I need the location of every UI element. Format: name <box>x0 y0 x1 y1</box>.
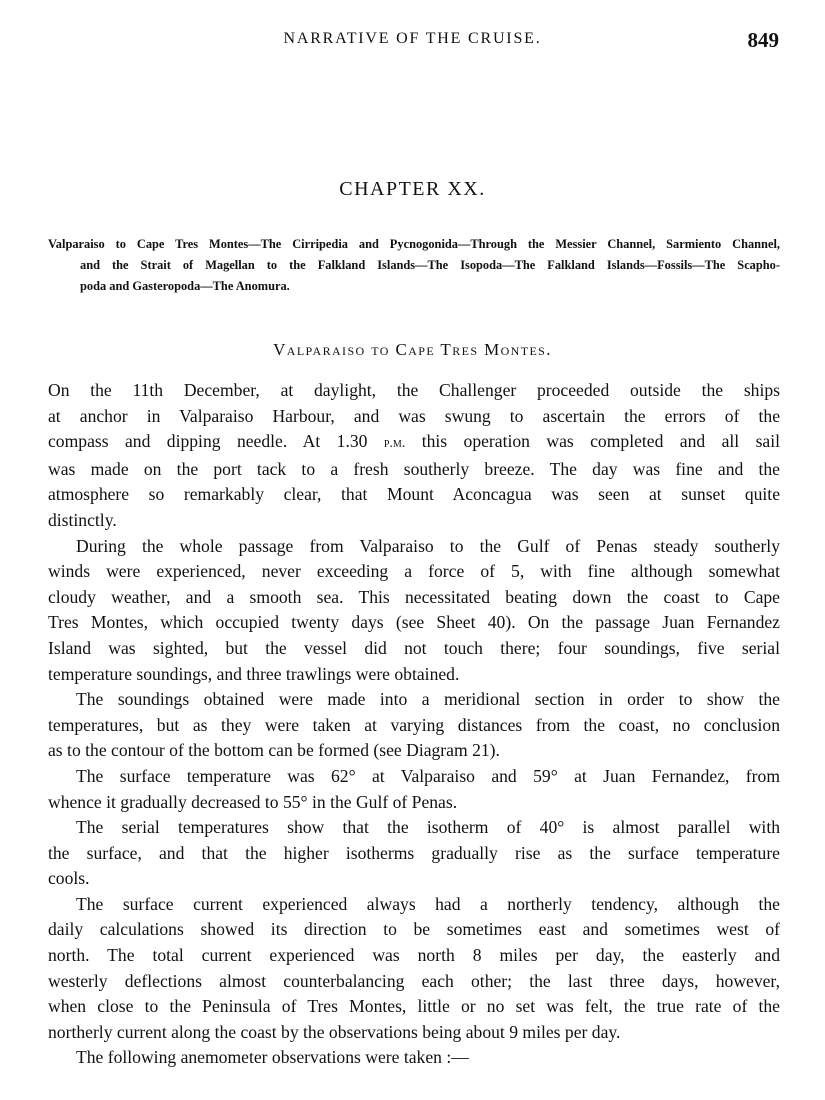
chapter-summary-line: poda and Gasteropoda—The Anomura. <box>80 279 290 293</box>
text-line: winds were experienced, never exceeding a force of 5, with fine although somewhat <box>48 561 780 582</box>
text-line: temperatures, but as they were taken at varying distances from the coast, no conclusion <box>48 714 780 735</box>
paragraph <box>48 534 780 688</box>
paragraph <box>48 1045 780 1071</box>
text-line: The surface current experienced always had a northerly tendency, although the <box>76 893 780 914</box>
text-line: During the whole passage from Valparaiso to the Gulf of Penas steady southerly <box>76 535 780 556</box>
paragraph <box>48 687 780 764</box>
paragraph <box>48 892 780 1046</box>
text-line: temperature soundings, and three trawlings were obtained. <box>48 663 460 684</box>
running-header <box>0 26 825 56</box>
text-line: when close to the Peninsula of Tres Montes, little or no set was felt, the true rate of the <box>48 996 780 1017</box>
text-line: northerly current along the coast by the observations being about 9 miles per day. <box>48 1021 621 1042</box>
text-fragment: this operation was completed and all sail <box>421 431 781 452</box>
section-heading: Valparaiso to Cape Tres Montes. <box>273 340 552 359</box>
text-line: as to the contour of the bottom can be formed (see Diagram 21). <box>48 740 500 761</box>
paragraph <box>48 378 780 534</box>
text-line: atmosphere so remarkably clear, that Mount Aconcagua was seen at sunset quite <box>48 484 780 505</box>
chapter-summary-line: and the Strait of Magellan to the Falkland Islands—The Isopoda—The Falkland Islands—Fossils—The Scapho- <box>80 258 780 272</box>
text-line: The surface temperature was 62° at Valparaiso and 59° at Juan Fernandez, from <box>76 765 780 786</box>
pm-abbreviation: p.m. <box>383 436 406 452</box>
text-line: daily calculations showed its direction to be sometimes east and sometimes west of <box>48 919 780 940</box>
text-line: On the 11th December, at daylight, the Challenger proceeded outside the ships <box>48 380 780 400</box>
text-line: westerly deflections almost counterbalancing each other; the last three days, however, <box>48 970 780 991</box>
text-line: whence it gradually decreased to 55° in the Gulf of Penas. <box>48 791 458 812</box>
text-line: Island was sighted, but the vessel did not touch there; four soundings, five serial <box>48 637 780 658</box>
running-title: NARRATIVE OF THE CRUISE. <box>283 30 542 47</box>
text-line: north. The total current experienced was north 8 miles per day, the easterly and <box>48 945 780 966</box>
page-number: 849 <box>747 28 779 52</box>
text-line: at anchor in Valparaiso Harbour, and was swung to ascertain the errors of the <box>48 405 780 426</box>
paragraph <box>48 764 780 815</box>
text-line: The soundings obtained were made into a meridional section in order to show the <box>76 689 780 710</box>
paragraph <box>48 815 780 892</box>
body-text <box>48 378 780 1071</box>
chapter-title: CHAPTER XX. <box>339 178 486 200</box>
text-line: the surface, and that the higher isotherms gradually rise as the surface temperature <box>48 842 780 863</box>
chapter-summary <box>48 234 780 297</box>
text-line: cools. <box>48 868 90 889</box>
chapter-summary-line: Valparaiso to Cape Tres Montes—The Cirripedia and Pycnogonida—Through the Messier Channel, Sarmiento Channel, <box>48 237 780 251</box>
text-fragment: compass and dipping needle. At 1.30 <box>48 431 368 452</box>
text-line: cloudy weather, and a smooth sea. This necessitated beating down the coast to Cape <box>48 586 780 607</box>
text-line <box>48 429 780 457</box>
text-line: The serial temperatures show that the isotherm of 40° is almost parallel with <box>76 817 780 838</box>
text-line: was made on the port tack to a fresh southerly breeze. The day was fine and the <box>48 458 780 479</box>
text-line: distinctly. <box>48 509 117 530</box>
text-line: Tres Montes, which occupied twenty days (see Sheet 40). On the passage Juan Fernandez <box>48 612 780 633</box>
text-line: The following anemometer observations were taken :— <box>76 1047 469 1068</box>
